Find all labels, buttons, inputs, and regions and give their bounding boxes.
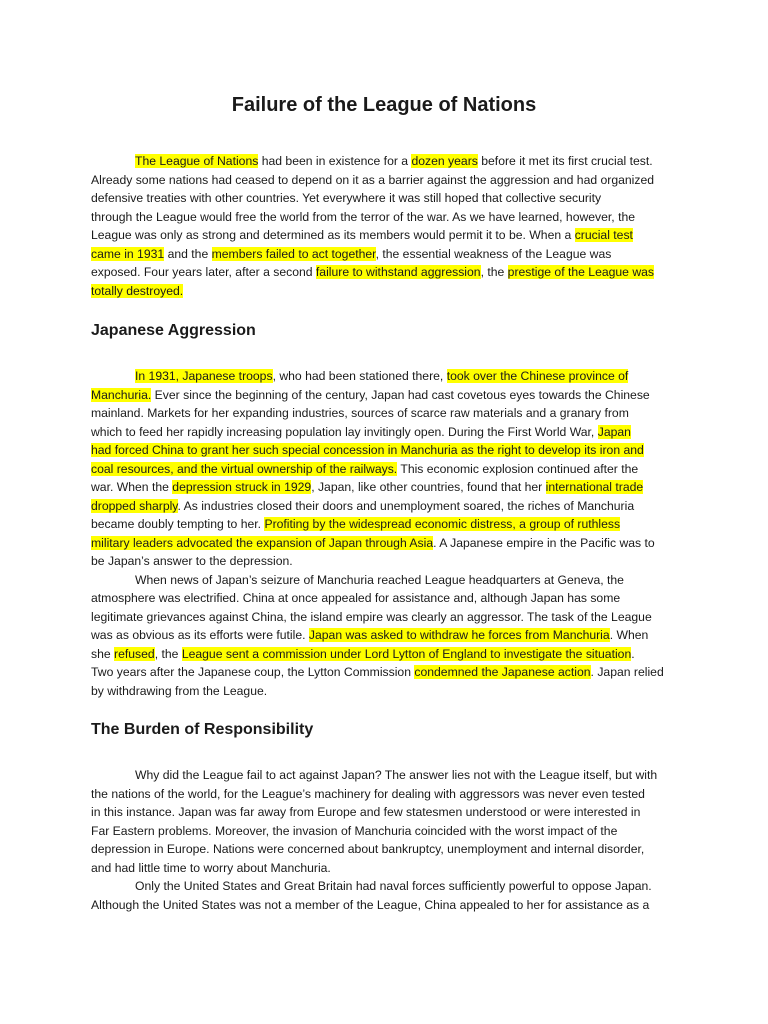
text-span: , the essential weakness of the League was	[375, 246, 612, 261]
highlighted-text: failure to withstand aggression	[315, 265, 481, 279]
paragraph-league-response	[91, 571, 687, 701]
text-line	[91, 282, 687, 301]
text-span: through the League would free the world from the terror of the war. As we have learned, however, the	[91, 209, 636, 224]
text-span: , Japan, like other countries, found that her	[311, 480, 546, 494]
text-line	[91, 877, 687, 896]
highlighted-text: The League of Nations	[135, 154, 259, 168]
text-span: Two years after the Japanese coup, the Lytton Commission	[91, 665, 415, 679]
heading-burden-of-responsibility: The Burden of Responsibility	[91, 721, 314, 738]
text-line	[91, 859, 687, 878]
text-line	[91, 896, 687, 915]
text-line	[91, 263, 687, 282]
highlighted-text: depression struck in 1929	[172, 480, 312, 494]
text-line	[91, 171, 687, 190]
text-line	[91, 785, 687, 804]
text-line	[91, 840, 687, 859]
text-line	[91, 515, 687, 534]
text-span: before it met its first crucial test.	[477, 154, 653, 168]
highlighted-text: League sent a commission under Lord Lytton of England to investigate the situation	[181, 646, 632, 661]
text-line	[91, 460, 687, 479]
text-span: . Japan relied	[590, 665, 664, 679]
highlighted-text: condemned the Japanese action	[414, 665, 591, 679]
text-span: Already some nations had ceased to depend on it as a barrier against the aggression and had organized	[91, 172, 655, 187]
text-span: exposed. Four years later, after a second	[91, 265, 316, 279]
text-span: When news of Japan’s seizure of Manchuria reached League headquarters at Geneva, the	[135, 572, 624, 587]
paragraph-naval-powers	[91, 877, 687, 914]
highlighted-text: came in 1931	[91, 246, 165, 261]
text-span: Far Eastern problems. Moreover, the invasion of Manchuria coincided with the worst impact of the	[91, 823, 618, 838]
text-span: . When	[609, 628, 649, 642]
text-line	[91, 497, 687, 516]
text-span: be Japan’s answer to the depression.	[91, 554, 293, 568]
text-span: depression in Europe. Nations were concerned about bankruptcy, unemployment and internal disorder,	[91, 842, 645, 856]
text-line	[91, 645, 687, 664]
text-line	[91, 441, 687, 460]
highlighted-text: prestige of the League was	[507, 265, 655, 279]
text-line	[91, 367, 687, 386]
paragraph-intro	[91, 152, 687, 300]
highlighted-text: had forced China to grant her such special concession in Manchuria as the right to develop its iron and	[91, 443, 644, 457]
text-span: , the	[154, 646, 182, 661]
text-span: , who had been stationed there,	[272, 369, 447, 383]
text-span: had been in existence for a	[258, 154, 412, 168]
text-span: war. When the	[91, 480, 173, 494]
highlighted-text: Manchuria.	[91, 387, 152, 402]
text-span: atmosphere was electrified. China at once appealed for assistance and, although Japan has some	[91, 591, 621, 605]
text-line	[91, 608, 687, 627]
text-span: in this instance. Japan was far away from Europe and few statesmen understood or were interested in	[91, 805, 641, 819]
text-span: the nations of the world, for the League’s machinery for dealing with aggressors was never even tested	[91, 786, 645, 801]
text-line	[91, 478, 687, 497]
text-span: This economic explosion continued after the	[397, 461, 639, 476]
highlighted-text: Japan	[597, 424, 631, 439]
text-span: .	[631, 646, 635, 661]
highlighted-text: military leaders advocated the expansion of Japan through Asia	[91, 535, 434, 550]
highlighted-text: refused	[114, 646, 155, 661]
text-line	[91, 208, 687, 227]
text-span: Why did the League fail to act against Japan? The answer lies not with the League itself, but with	[135, 768, 658, 782]
highlighted-text: dozen years	[411, 154, 478, 168]
text-span: and had little time to worry about Manchuria.	[91, 860, 331, 875]
text-span: by withdrawing from the League.	[91, 683, 268, 698]
text-line	[91, 552, 687, 571]
text-line	[91, 245, 687, 264]
text-span: defensive treaties with other countries. Yet everywhere it was still hoped that collective security	[91, 191, 602, 205]
text-line	[91, 152, 687, 171]
paragraph-burden	[91, 766, 687, 877]
text-span: which to feed her rapidly increasing population lay invitingly open. During the First World War,	[91, 424, 598, 439]
text-span: . As industries closed their doors and unemployment soared, the riches of Manchuria	[177, 498, 635, 513]
highlighted-text: international trade	[545, 480, 644, 494]
text-span: she	[91, 646, 115, 661]
highlighted-text: Profiting by the widespread economic distress, a group of ruthless	[264, 517, 621, 531]
text-span: Although the United States was not a member of the League, China appealed to her for assistance as a	[91, 897, 650, 912]
text-span: was as obvious as its efforts were futile.	[91, 628, 309, 642]
paragraph-japanese-aggression	[91, 367, 687, 571]
text-line	[91, 589, 687, 608]
text-span: League was only as strong and determined as its members would permit it to be. When a	[91, 228, 575, 242]
text-span: Ever since the beginning of the century, Japan had cast covetous eyes towards the Chinese	[151, 387, 650, 402]
heading-japanese-aggression: Japanese Aggression	[91, 322, 256, 339]
text-line	[91, 189, 687, 208]
highlighted-text: In 1931, Japanese troops	[135, 369, 273, 383]
highlighted-text: took over the Chinese province of	[446, 369, 629, 383]
text-line	[91, 571, 687, 590]
text-line	[91, 663, 687, 682]
highlighted-text: Japan was asked to withdraw he forces from Manchuria	[308, 628, 610, 642]
text-line	[91, 423, 687, 442]
highlighted-text: dropped sharply	[91, 498, 178, 513]
highlighted-text: coal resources, and the virtual ownership of the railways.	[91, 461, 398, 476]
text-line	[91, 386, 687, 405]
text-line	[91, 766, 687, 785]
text-span: mainland. Markets for her expanding industries, sources of scarce raw materials and a granary from	[91, 406, 629, 420]
text-line	[91, 682, 687, 701]
highlighted-text: totally destroyed.	[91, 283, 184, 298]
text-line	[91, 803, 687, 822]
text-span: . A Japanese empire in the Pacific was to	[433, 535, 655, 550]
text-span: Only the United States and Great Britain had naval forces sufficiently powerful to oppose Japan.	[135, 879, 652, 893]
text-line	[91, 626, 687, 645]
highlighted-text: crucial test	[574, 228, 633, 242]
highlighted-text: members failed to act together	[211, 246, 376, 261]
document-title: Failure of the League of Nations	[231, 94, 537, 116]
text-span: legitimate grievances against China, the island empire was clearly an aggressor. The task of the League	[91, 609, 652, 624]
text-line	[91, 226, 687, 245]
text-span: became doubly tempting to her.	[91, 517, 265, 531]
text-line	[91, 822, 687, 841]
text-span: , the	[480, 265, 508, 279]
text-line	[91, 534, 687, 553]
text-span: and the	[164, 246, 212, 261]
text-line	[91, 404, 687, 423]
